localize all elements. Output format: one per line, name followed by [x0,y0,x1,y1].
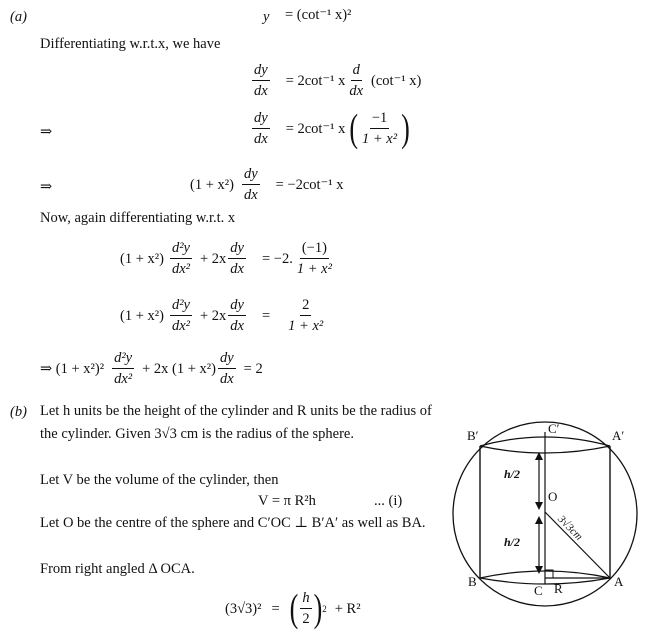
label-b-prime: B′ [467,428,479,443]
label-h-half-top: h/2 [504,467,521,481]
final-eq-sign: = [271,600,280,617]
label-a-prime: A′ [612,428,625,443]
intro-text: Differentiating w.r.t.x, we have [40,36,221,52]
label-radius: 3√3cm [555,513,585,543]
final-lhs: (3√3)² [225,600,262,617]
dy-dx-fraction: $\frac{dy}{dx}$ [230,297,244,334]
left-paren: ( [349,106,359,150]
part-b-paragraph-1: Let h units be the height of the cylinder and R units be the radius of the cylinder. Given 3√3 cm is the radius of the sphere. [40,403,432,442]
eq4-lhs: (1 + x²) [120,250,164,267]
label-b: B [468,574,477,589]
part-b-paragraph-4: From right angled Δ OCA. [40,561,195,577]
equation-3 [190,166,343,204]
eq6-rhs: = 2 [243,360,263,377]
dy-dx-fraction: $\frac{dy}{dx}$ [230,240,244,277]
dy-dx-fraction: $\frac{dy}{dx}$ [219,350,234,387]
part-b-label: (b) [10,404,27,420]
dy-dx-fraction: $\frac{dy}{dx}$ [254,62,268,99]
dy-dx-fraction: $\frac{dy}{dx}$ [254,110,268,147]
arrow-head [535,502,543,510]
right-paren: ) [401,106,410,150]
again-text: Now, again differentiating w.r.t. x [40,210,236,226]
part-a-label: (a) [10,9,27,25]
arrow-head [535,516,543,524]
arrow-head [535,566,543,574]
implies-symbol-1: ⇒ [40,124,53,140]
two-over-fraction: $\frac{2}{\text{1 + x²}}$ [288,297,324,334]
eq3-lhs: (1 + x²) [190,176,234,193]
eq4-rhs-pre: = −2. [261,250,293,267]
label-c: C [534,583,543,598]
eq5-lhs: (1 + x²) [120,307,164,324]
label-r: R [554,581,563,596]
eq5-rhs-pre: = [261,307,271,324]
dy-dx-fraction: $\frac{dy}{dx}$ [243,166,258,203]
left-paren: ( [289,586,299,630]
label-c-prime: C′ [548,421,560,436]
equation-5 [120,297,327,335]
pythagoras-equation: (3√3)² = ( $\frac{h}{2}$ ) 2 + R² [225,586,361,630]
eq1-rhs-post: (cot⁻¹ x) [371,72,422,89]
equation-4 [120,240,336,278]
given-rhs: = (cot⁻¹ x)² [285,7,352,23]
label-h-half-bottom: h/2 [504,535,521,549]
part-b-paragraph-2: Let V be the volume of the cylinder, then [40,472,279,488]
d2y-dx2-fraction: $\frac{\text{d²y}}{\text{dx²}}$ [114,350,133,387]
eq4-mid: + 2x [199,250,227,267]
part-b-paragraph-3: Let O be the centre of the sphere and C′OC ⊥ B′A′ as well as BA. [40,515,426,531]
right-paren: ) [313,586,323,630]
volume-equation: V = π R²h [258,493,316,509]
eq1-rhs-pre: = 2cot⁻¹ x [285,72,346,89]
eq5-mid: + 2x [199,307,227,324]
eq3-rhs: = −2cot⁻¹ x [275,176,344,193]
equation-6 [40,350,263,388]
equation-1 [250,62,421,100]
neg-one-over-fraction: $\frac{(-1)}{\text{1 + x²}}$ [296,240,332,277]
eq6-lhs: ⇒ (1 + x²)² [40,360,105,377]
d-dx-operator: $\frac{d}{dx}$ [349,62,364,99]
label-o: O [548,489,558,504]
eq6-mid: + 2x (1 + x²) [142,360,216,377]
equation-tag-i: ... (i) [374,493,403,509]
neg-one-fraction: $\frac{-1}{\text{1 + x²}}$ [362,110,398,147]
final-rhs: + R² [334,600,361,617]
equation-2 [250,106,410,150]
label-a: A [614,574,624,589]
d2y-dx2-fraction: $\frac{\text{d²y}}{\text{dx²}}$ [171,240,190,277]
eq2-rhs-pre: = 2cot⁻¹ x [285,120,346,137]
given-lhs: y [263,9,270,25]
d2y-dx2-fraction: $\frac{\text{d²y}}{\text{dx²}}$ [171,297,190,334]
implies-symbol-2: ⇒ [40,179,53,195]
h-over-two-fraction: $\frac{h}{2}$ [302,590,310,627]
